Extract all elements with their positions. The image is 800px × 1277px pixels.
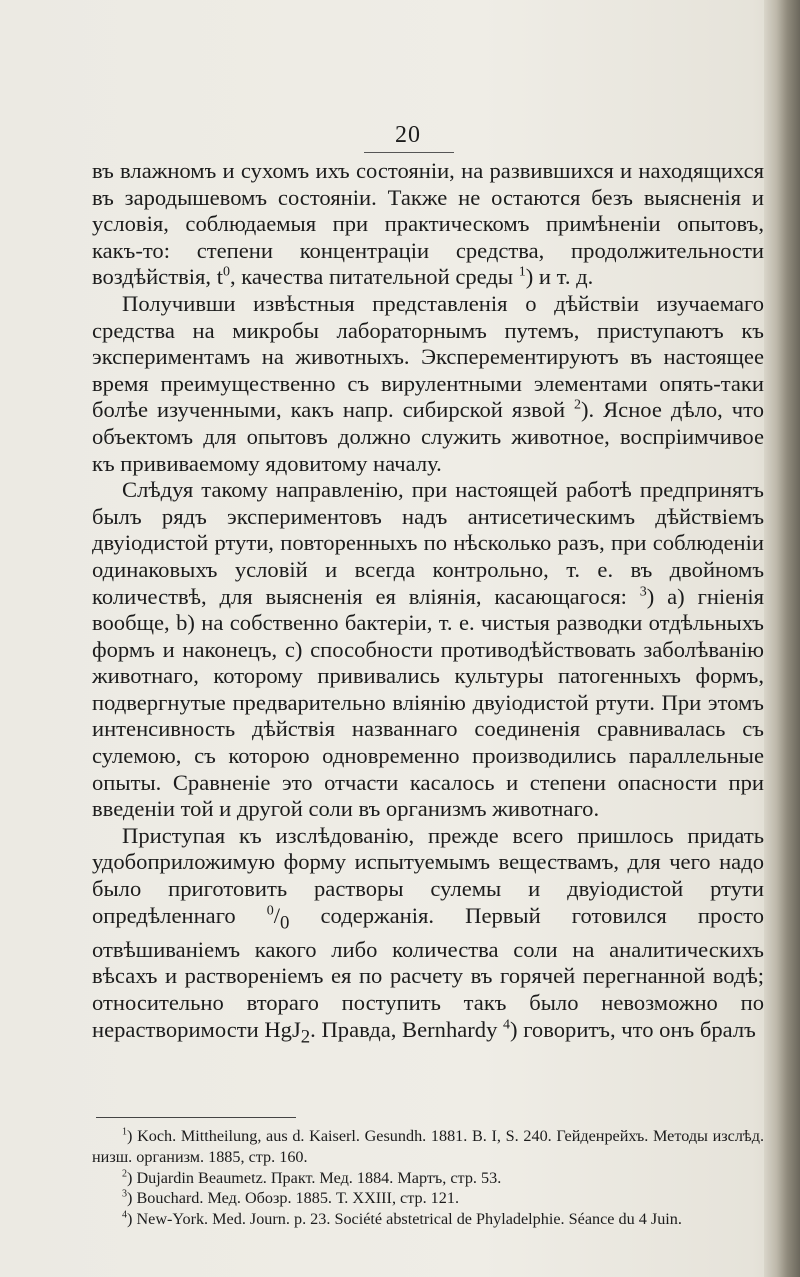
subscript: 2 — [300, 1026, 311, 1048]
text-run: въ влажномъ и сухомъ ихъ состояніи, на развившихся и находящихся въ зародышевомъ состояніи. Также не остаются безъ выясненія и условія, соблюдаемыя при практическомъ примѣненіи опытовъ, какъ-то: степени концентраціи средства, продолжительности воздѣйствія, t — [92, 158, 764, 290]
footnote-text: Bouchard. Мед. Обозр. 1885. Т. XXIII, стр. 121. — [136, 1189, 460, 1208]
superscript: 3 — [639, 583, 647, 599]
superscript: 2 — [573, 397, 581, 413]
footnote-text: Koch. Mittheilung, aus d. Kaiserl. Gesundh. 1881. B. I, S. 240. Гейденрейхъ. Методы изслѣд. низш. организм. 1885, стр. 160. — [92, 1127, 765, 1166]
footnote-paren: ) — [127, 1168, 137, 1187]
text-run: ). Ясное дѣло, что объектомъ для опытовъ должно служить животное, воспріимчивое къ прививаемому ядовитому началу. — [92, 397, 764, 476]
paragraph — [92, 477, 764, 823]
text-run: ) говоритъ, что онъ бралъ — [510, 1016, 756, 1042]
paragraph — [92, 823, 764, 1051]
footnote — [92, 1126, 764, 1168]
superscript: 0 — [266, 903, 274, 919]
footnote-mark: 2 — [122, 1168, 128, 1180]
footnote — [92, 1209, 764, 1230]
footnote-separator — [96, 1117, 296, 1118]
footnote-paren: ) — [127, 1127, 138, 1145]
paragraph — [92, 158, 764, 291]
text-run: ) а) гніенія вообще, b) на собственно бактеріи, т. е. чистыя разводки отдѣльныхъ формъ и наконецъ, с) способности противодѣйствовать заболѣванію животнаго, которому прививались культуры патогенныхъ формъ, подвергнутые предварительно вліянію двуіодистой ртути. При этомъ интенсивность дѣйствія названнаго соединенія сравнивалась съ сулемою, съ которою одновременно производились параллельные опыты. Сравненіе это отчасти касалось и степени опасности при введеніи той и другой соли въ организмъ животнаго. — [92, 583, 764, 822]
footnote — [92, 1168, 764, 1189]
paragraph — [92, 291, 764, 477]
footnote-mark: 4 — [122, 1209, 128, 1221]
text-run: . Правда, Bernhardy — [310, 1016, 504, 1042]
footnote-mark: 1 — [122, 1126, 128, 1138]
text-run: Приступая къ изслѣдованію, прежде всего пришлось придать удобоприложимую форму испытуемымъ веществамъ, для чего надо было приготовить растворы сулемы и двуіодистой ртути опредѣленнаго — [92, 822, 764, 928]
page-number: 20 — [395, 122, 421, 148]
body-text — [92, 158, 764, 1051]
page-edge-shadow — [764, 0, 800, 1277]
footnote-paren: ) — [127, 1210, 137, 1229]
text-run: Получивши извѣстныя представленія о дѣйствіи изучаемаго средства на микробы лабораторнымъ путемъ, приступаютъ къ экспериментамъ на животныхъ. Эксперементируютъ въ настоящее время преимущественно съ вирулентными элементами опять-таки болѣе изученными, какъ напр. сибирской язвой — [92, 290, 764, 423]
text-run: , качества питательной среды — [230, 264, 519, 290]
text-run: Слѣдуя такому направленію, при настоящей работѣ предпринятъ былъ рядъ экспериментовъ надъ антисетическимъ дѣйствіемъ двуіодистой ртути, повторенныхъ по нѣсколько разъ, при соблюденіи одинаковыхъ условій и всегда контрольно, т. е. въ двойномъ количествѣ, для выясненія ея вліянія, касающагося: — [92, 477, 764, 609]
text-run: содержанія. Первый готовился просто отвѣшиваніемъ какого либо количества соли на аналитическихъ вѣсахъ и раствореніемъ ея по расчету въ горячей перегнанной водѣ; относительно втораго поступить такъ было невозможно по нерастворимости HgJ — [92, 902, 765, 1042]
text-run: ) и т. д. — [525, 264, 594, 290]
footnote-mark: 3 — [122, 1189, 128, 1200]
footnote-paren: ) — [127, 1189, 137, 1208]
footnote-text: New-York. Med. Journ. p. 23. Société abstetrical de Phyladelphie. Séance du 4 Juin. — [136, 1210, 682, 1229]
page-number-rule — [364, 152, 454, 153]
footnote-text: Dujardin Beaumetz. Практ. Мед. 1884. Мартъ, стр. 53. — [136, 1168, 502, 1187]
footnotes — [92, 1126, 764, 1230]
superscript: 4 — [503, 1016, 511, 1032]
superscript: 1 — [518, 264, 526, 280]
footnote — [92, 1188, 764, 1209]
text-run: / — [273, 902, 281, 928]
superscript: 0 — [223, 264, 230, 280]
subscript: 0 — [280, 912, 290, 934]
